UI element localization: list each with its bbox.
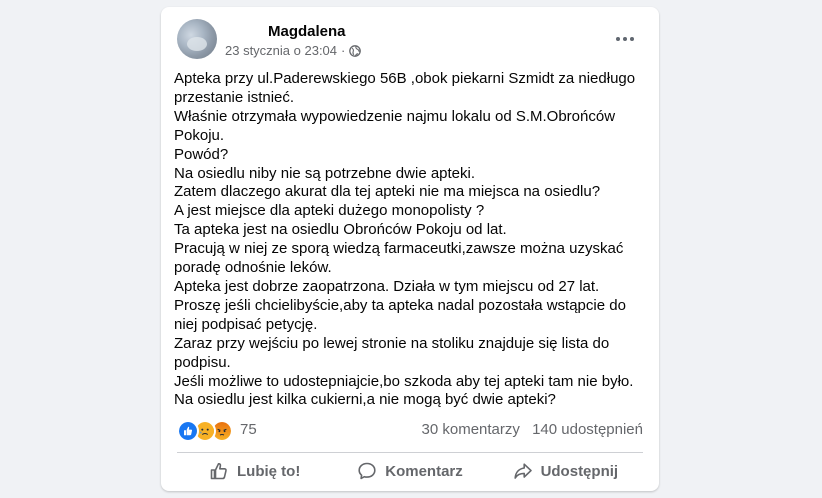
post-line: Jeśli możliwe to udostepniajcie,bo szkoda aby tej apteki tam nie było. [174,372,634,390]
post-line: Apteka przy ul.Paderewskiego 56B ,obok piekarni Szmidt za niedługo przestanie istnieć. [174,70,636,106]
action-bar [177,457,643,485]
like-icon [177,420,199,442]
shares-count[interactable]: 140 udostępnień [532,421,643,438]
comment-icon [357,461,377,481]
reaction-icons[interactable] [177,420,228,442]
post-timestamp[interactable]: 23 stycznia o 23:04 [225,43,338,58]
post-meta [225,43,361,58]
reactions-row [177,420,643,440]
globe-icon[interactable] [349,45,361,57]
author-name[interactable]: Magdalena [268,23,346,40]
post-line: Powód? [174,145,229,163]
post-line: Na osiedlu niby nie są potrzebne dwie apteki. [174,164,476,182]
post-line: A jest miejsce dla apteki dużego monopolisty ? [174,202,485,220]
more-dots-icon [616,37,634,41]
like-button[interactable] [177,457,332,485]
post-line: Ta apteka jest na osiedlu Obrońców Pokoju od lat. [174,221,507,239]
post-text [174,70,649,410]
post-line: Zaraz przy wejściu po lewej stronie na stoliku znajduje się lista do podpisu. [174,334,610,371]
post-line: Zatem dlaczego akurat dla tej apteki nie ma miejsca na osiedlu? [174,183,601,201]
comment-button[interactable] [332,457,487,485]
comments-count[interactable]: 30 komentarzy [421,421,520,438]
thumbs-up-icon [209,461,229,481]
share-button[interactable] [488,457,643,485]
more-options-button[interactable] [607,21,643,57]
comment-label: Komentarz [385,462,463,480]
share-icon [513,461,533,481]
post-line: Pracują w niej ze sporą wiedzą farmaceutki,zawsze można uzyskać poradę odnośnie leków. [174,240,624,277]
post-line: Apteka jest dobrze zaopatrzona. Działa w tym miejscu od 27 lat. [174,277,600,295]
post-header [177,19,643,59]
post-line: Na osiedlu jest kilka cukierni,a nie mogą być dwie apteki? [174,391,556,409]
post-line: Proszę jeśli chcielibyście,aby ta apteka nadal pozostała wstąpcie do niej podpisać petycję. [174,296,626,333]
meta-separator: · [341,43,346,58]
like-label: Lubię to! [237,462,301,480]
reaction-count[interactable]: 75 [240,421,257,438]
post-line: Właśnie otrzymała wypowiedzenie najmu lokalu od S.M.Obrońców Pokoju. [174,107,616,144]
post-card [161,7,659,491]
share-label: Udostępnij [540,462,619,480]
divider [177,452,643,453]
avatar[interactable] [177,19,217,59]
post-stats [414,421,644,438]
